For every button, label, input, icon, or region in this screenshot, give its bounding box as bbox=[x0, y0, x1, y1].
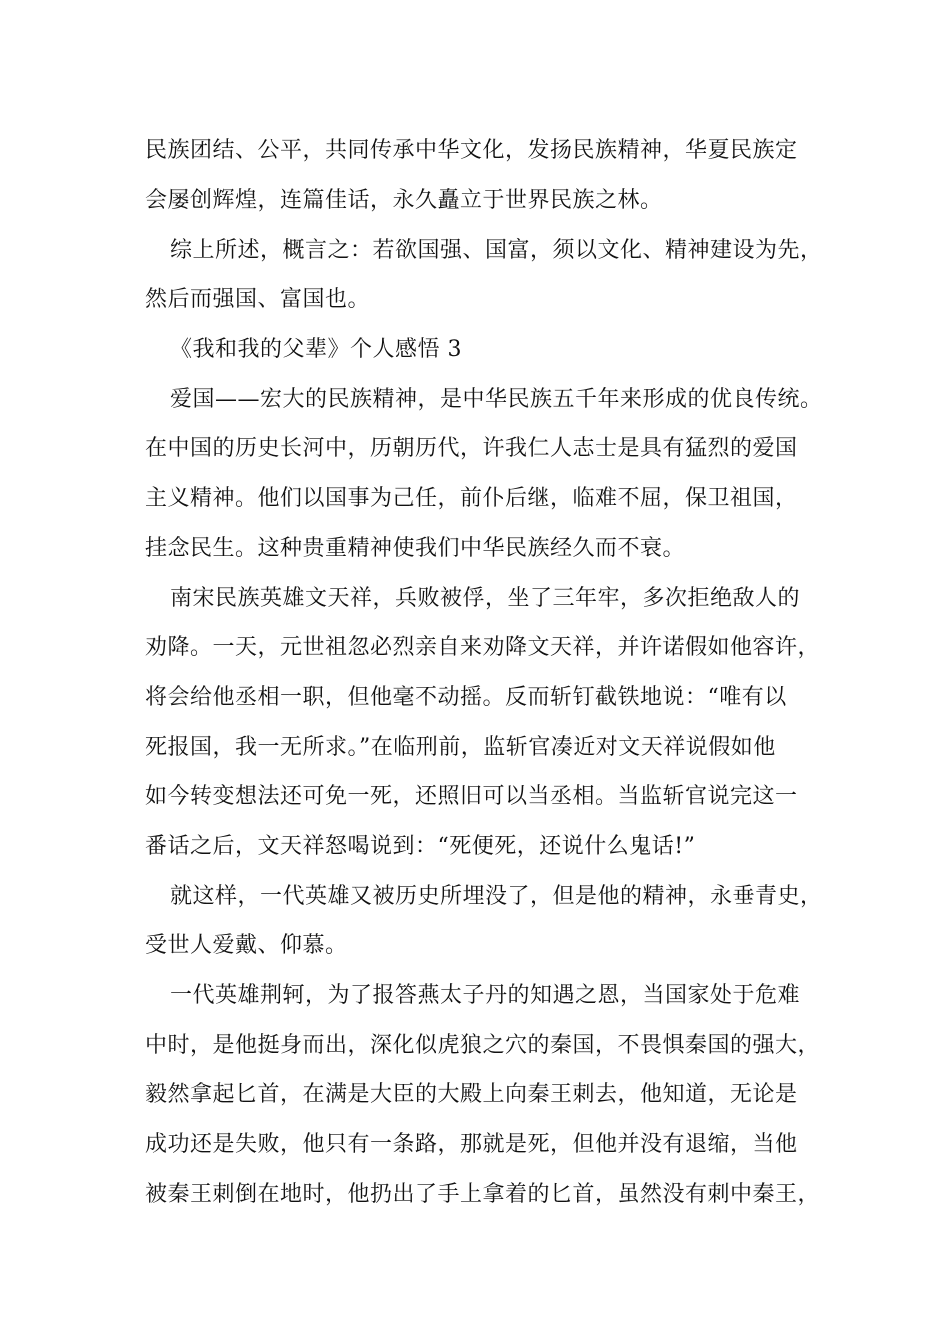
text-line: 将会给他丞相一职，但他毫不动摇。反而斩钉截铁地说：“唯有以 bbox=[145, 685, 787, 710]
text-line: 成功还是失败，他只有一条路，那就是死，但他并没有退缩，当他 bbox=[145, 1132, 798, 1157]
text-line: 然后而强国、富国也。 bbox=[145, 287, 371, 312]
text-line: 毅然拿起匕首，在满是大臣的大殿上向秦王刺去，他知道，无论是 bbox=[145, 1082, 798, 1107]
text-line: 中时，是他挺身而出，深化似虎狼之穴的秦国，不畏惧秦国的强大， bbox=[145, 1033, 821, 1058]
text-line: 爱国——宏大的民族精神，是中华民族五千年来形成的优良传统。 bbox=[170, 387, 823, 412]
text-line: 死报国，我一无所求。”在临刑前，监斩官凑近对文天祥说假如他 bbox=[145, 735, 776, 760]
section-heading: 《我和我的父辈》个人感悟 3 bbox=[170, 337, 462, 362]
text-line: 在中国的历史长河中，历朝历代，许我仁人志士是具有猛烈的爱国 bbox=[145, 436, 798, 461]
text-line: 番话之后，文天祥怒喝说到：“死便死，还说什么鬼话!” bbox=[145, 834, 696, 859]
text-line: 主义精神。他们以国事为己任，前仆后继，临难不屈，保卫祖国， bbox=[145, 486, 798, 511]
text-line: 被秦王刺倒在地时，他扔出了手上拿着的匕首，虽然没有刺中秦王， bbox=[145, 1182, 821, 1207]
text-line: 挂念民生。这种贵重精神使我们中华民族经久而不衰。 bbox=[145, 536, 686, 561]
text-line: 如今转变想法还可免一死，还照旧可以当丞相。当监斩官说完这一 bbox=[145, 784, 798, 809]
text-line: 南宋民族英雄文天祥，兵败被俘，坐了三年牢，多次拒绝敌人的 bbox=[170, 586, 801, 611]
text-line: 综上所述，概言之：若欲国强、国富，须以文化、精神建设为先， bbox=[170, 238, 823, 263]
text-line: 受世人爱戴、仰慕。 bbox=[145, 933, 348, 958]
text-line: 一代英雄荆轲，为了报答燕太子丹的知遇之恩，当国家处于危难 bbox=[170, 983, 801, 1008]
text-line: 民族团结、公平，共同传承中华文化，发扬民族精神，华夏民族定 bbox=[145, 138, 798, 163]
text-line: 会屡创辉煌，连篇佳话，永久矗立于世界民族之林。 bbox=[145, 188, 663, 213]
text-line: 劝降。一天，元世祖忽必烈亲自来劝降文天祥，并许诺假如他容许， bbox=[145, 635, 821, 660]
text-line: 就这样，一代英雄又被历史所埋没了，但是他的精神，永垂青史， bbox=[170, 884, 823, 909]
